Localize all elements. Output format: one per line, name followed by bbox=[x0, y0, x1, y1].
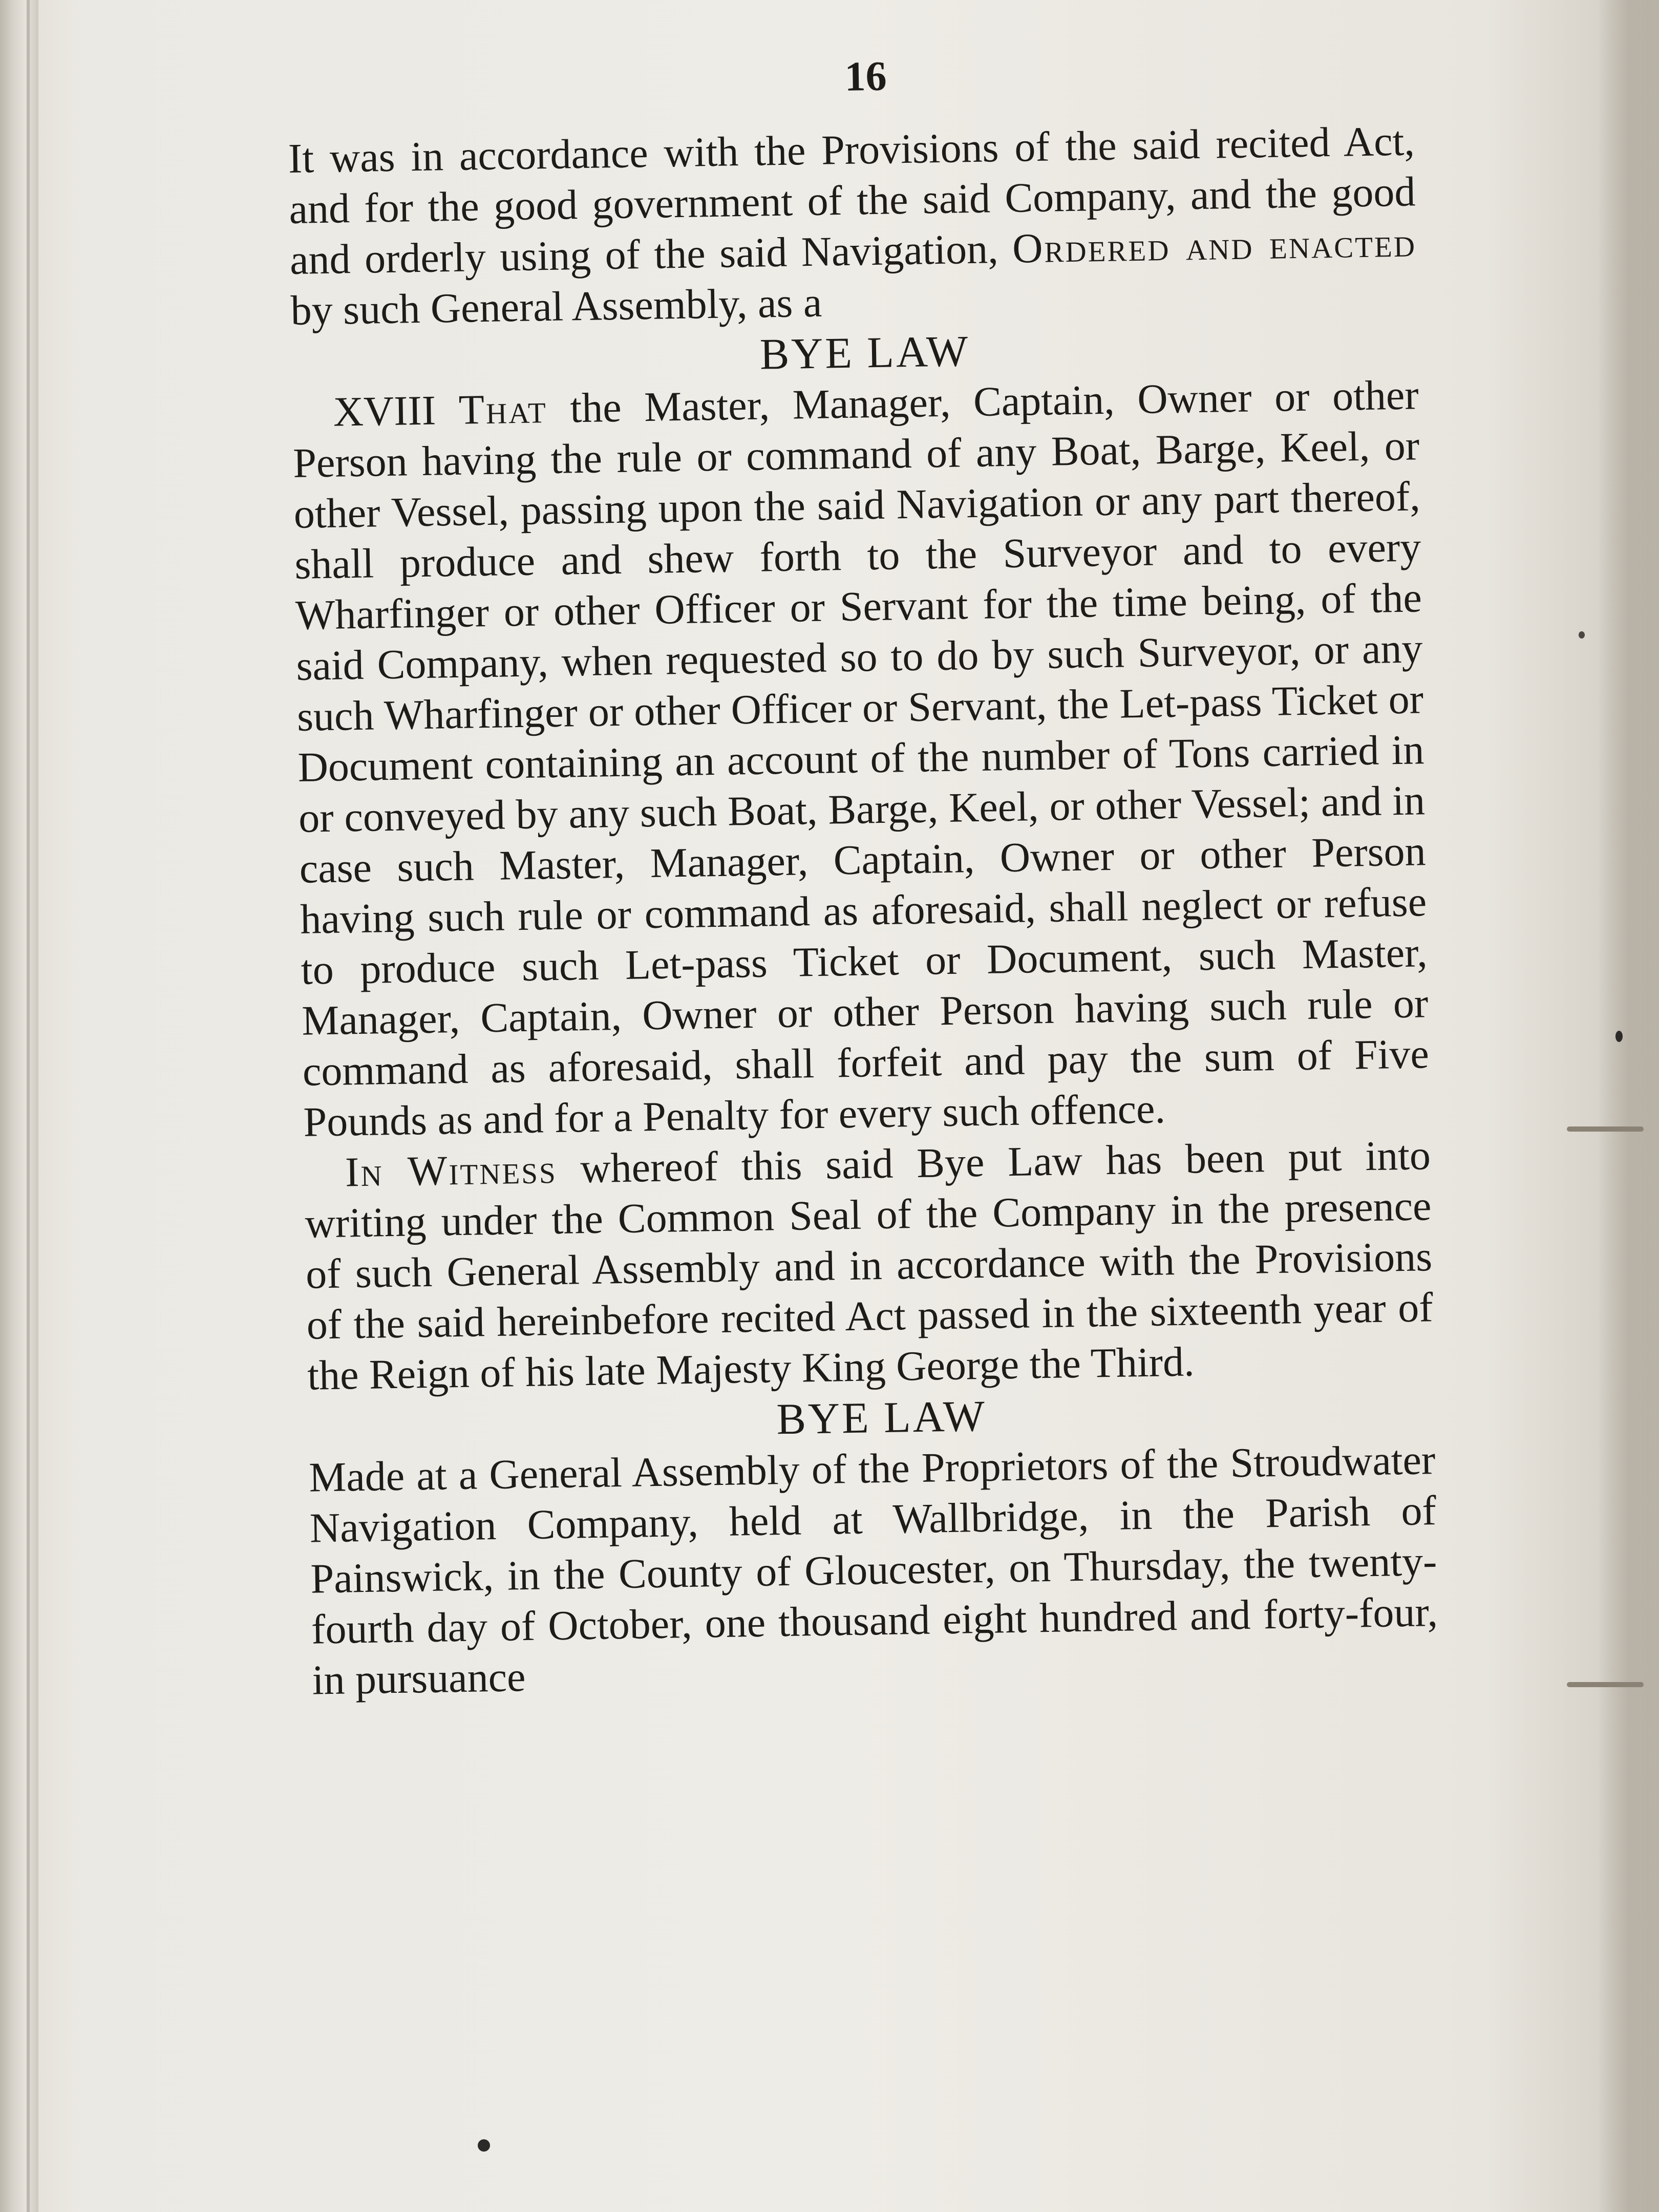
heading-bye-law-2: BYE LAW bbox=[776, 1391, 987, 1444]
binding-gutter bbox=[1598, 0, 1659, 2212]
left-crease bbox=[27, 0, 30, 2212]
ink-spot bbox=[478, 2139, 490, 2152]
binding-stitch bbox=[1567, 1682, 1644, 1687]
preamble-text: It was in accordance with the Provisions of the said recited Act, and for the good government of the said Company, and the good and orderly using of the said Navigation, bbox=[288, 117, 1416, 283]
bye-law-numeral: XVIII bbox=[333, 387, 436, 435]
heading-bye-law: BYE LAW bbox=[759, 326, 971, 379]
left-page-edges bbox=[0, 0, 38, 2212]
ink-spot bbox=[1615, 1031, 1623, 1042]
in-witness-lead: In Witness bbox=[345, 1145, 558, 1196]
paragraph-bye-law-xviii bbox=[292, 369, 1430, 1147]
bye-law-text: the Master, Manager, Captain, Owner or other Person having the rule or command of any Boat, Barge, Keel, or other Vessel, passing upon the said Navigation or any part thereof, shall produce and shew forth to the Surveyor and to every Wharfinger or other Officer or Servant for the time being, of the said Company, when requested so to do by such Surveyor, or any such Wharfinger or other Officer or Servant, the Let-pass Ticket or Document containing an account of the number of Tons carried in or conveyed by any such Boat, Barge, Keel, or other Vessel; and in case such Master, Manager, Captain, Owner or other Person having such rule or command as aforesaid, shall neglect or refuse to produce such Let-pass Ticket or Document, such Master, Manager, Captain, Owner or other Person having such rule or command as aforesaid, shall forfeit and pay the sum of Five Pounds as and for a Penalty for every such offence. bbox=[292, 371, 1430, 1145]
bye-law-lead-word: That bbox=[458, 385, 548, 433]
page-text-block bbox=[287, 44, 1439, 1705]
paragraph-in-witness bbox=[304, 1130, 1434, 1400]
paragraph-preamble bbox=[288, 115, 1417, 336]
paragraph-general-assembly: Made at a General Assembly of the Proprietors of the Stroudwater Navigation Company, held at Wallbridge, in the Parish of Painswick, in the County of Gloucester, on Thursday, the twenty-fourth day of October, one thousand eight hundred and forty-four, in pursuance bbox=[308, 1436, 1438, 1704]
binding-stitch bbox=[1567, 1126, 1644, 1132]
in-witness-text: whereof this said Bye Law has been put into writing under the Common Seal of the Company in the presence of such General Assembly and in accordance with the Provisions of the said hereinbefore recited Act passed in the sixteenth year of the Reign of his late Majesty King George the Third. bbox=[304, 1132, 1434, 1399]
page-number: 16 bbox=[844, 52, 887, 100]
ink-spot bbox=[1579, 631, 1585, 639]
ordered-and-enacted: Ordered and enacted bbox=[1012, 219, 1417, 272]
preamble-text-end: by such General Assembly, as a bbox=[290, 279, 822, 334]
